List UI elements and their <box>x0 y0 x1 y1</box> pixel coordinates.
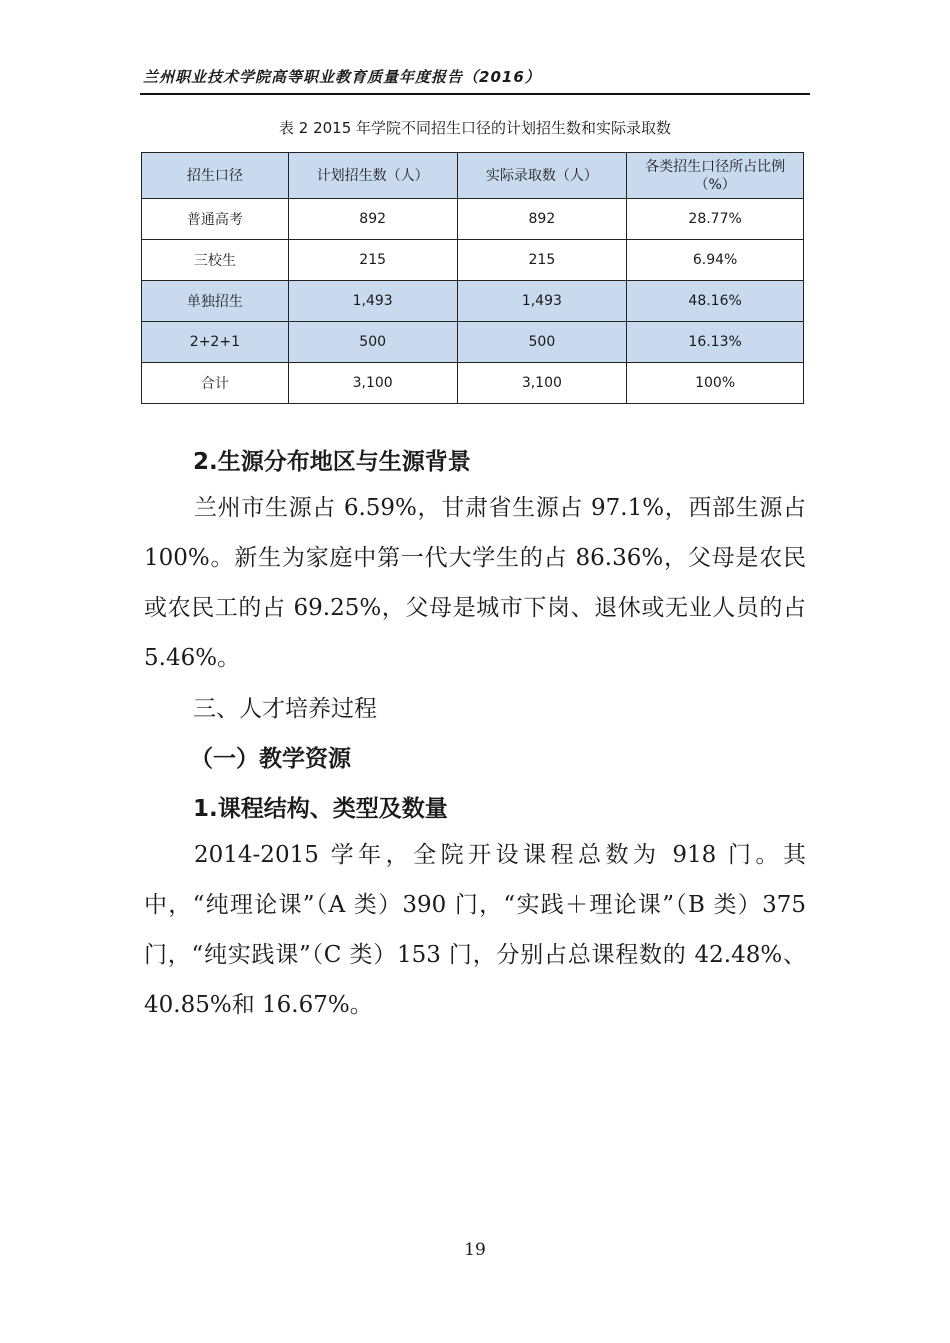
table-cell: 892 <box>288 199 457 240</box>
table-caption: 表 2 2015 年学院不同招生口径的计划招生数和实际录取数 <box>278 119 672 137</box>
table-cell: 单独招生 <box>142 281 289 322</box>
table-cell: 892 <box>457 199 627 240</box>
enrollment-table <box>141 152 804 404</box>
chapter-heading-talent-cultivation: 三、人才培养过程 <box>193 696 377 722</box>
table-cell: 500 <box>457 322 627 363</box>
section-heading-student-origin: 2.生源分布地区与生源背景 <box>193 449 471 475</box>
table-header-row <box>142 153 804 199</box>
column-header: 招生口径 <box>142 153 289 199</box>
paragraph-student-origin: 兰州市生源占 6.59%，甘肃省生源占 97.1%，西部生源占 100%。新生为家庭中第一代大学生的占 86.36%，父母是农民或农民工的占 69.25%，父母是城市下岗、退休或无业人员的占 5.46%。 <box>144 495 806 671</box>
section-heading-teaching-resources: （一）教学资源 <box>190 746 351 772</box>
table-cell: 3,100 <box>288 363 457 404</box>
table-cell: 100% <box>627 363 804 404</box>
running-header: 兰州职业技术学院高等职业教育质量年度报告（2016） <box>143 68 541 86</box>
table-cell: 6.94% <box>627 240 804 281</box>
column-header: 计划招生数（人） <box>288 153 457 199</box>
table-cell: 16.13% <box>627 322 804 363</box>
table-cell: 28.77% <box>627 199 804 240</box>
page-number: 19 <box>464 1240 486 1260</box>
table-row <box>142 281 804 322</box>
table-cell: 1,493 <box>288 281 457 322</box>
table-cell: 3,100 <box>457 363 627 404</box>
table-row <box>142 363 804 404</box>
table-cell: 三校生 <box>142 240 289 281</box>
table-cell: 500 <box>288 322 457 363</box>
table-row <box>142 322 804 363</box>
table-cell: 215 <box>288 240 457 281</box>
table-cell: 2+2+1 <box>142 322 289 363</box>
section-heading-course-structure: 1.课程结构、类型及数量 <box>193 796 448 822</box>
table-cell: 普通高考 <box>142 199 289 240</box>
table-cell: 215 <box>457 240 627 281</box>
header-rule <box>140 93 810 95</box>
table-row <box>142 240 804 281</box>
table-cell: 1,493 <box>457 281 627 322</box>
table-cell: 合计 <box>142 363 289 404</box>
table-cell: 48.16% <box>627 281 804 322</box>
paragraph-course-structure: 2014-2015 学年，全院开设课程总数为 918 门。其中，“纯理论课”（A 类）390 门，“实践＋理论课”（B 类）375 门，“纯实践课”（C 类）153 门，分别占总课程数的 42.48%、40.85%和 16.67%。 <box>144 842 806 1018</box>
column-header: 实际录取数（人） <box>457 153 627 199</box>
column-header: 各类招生口径所占比例（%） <box>627 153 804 199</box>
table-row <box>142 199 804 240</box>
